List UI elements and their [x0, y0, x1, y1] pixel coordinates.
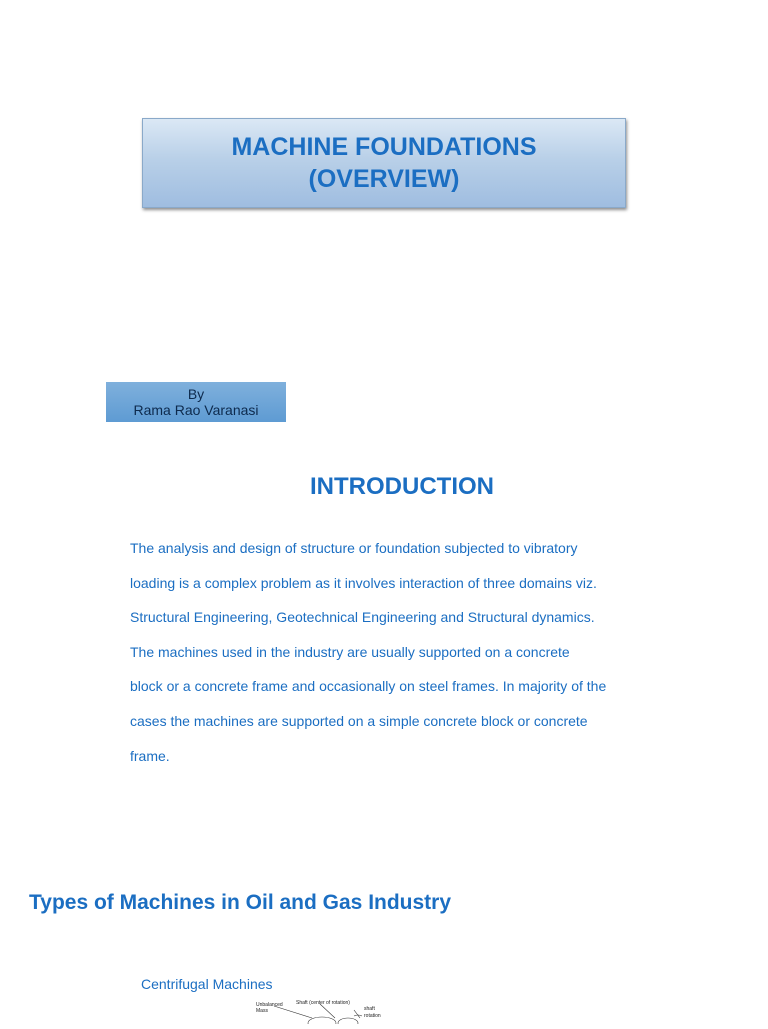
introduction-body — [130, 531, 650, 773]
label-mass: Mass — [256, 1008, 268, 1014]
label-shaft: shaft — [364, 1006, 375, 1012]
centrifugal-diagram — [250, 996, 400, 1024]
intro-line: The analysis and design of structure or foundation subjected to vibratory — [130, 540, 578, 556]
introduction-heading: INTRODUCTION — [310, 473, 494, 500]
author-box — [106, 382, 286, 422]
types-heading: Types of Machines in Oil and Gas Industry — [29, 891, 452, 914]
title-box — [142, 118, 626, 208]
label-shaft-center: Shaft (center of rotation) — [296, 1000, 350, 1006]
intro-line: Structural Engineering, Geotechnical Engineering and Structural dynamics. — [130, 609, 595, 626]
title-line-2: (OVERVIEW) — [308, 165, 460, 193]
intro-line: frame. — [130, 747, 170, 764]
title-line-1: MACHINE FOUNDATIONS — [231, 133, 537, 161]
intro-line: loading is a complex problem as it involves interaction of three domains viz. — [130, 574, 597, 591]
centrifugal-machines-label: Centrifugal Machines — [141, 976, 273, 992]
label-rotation: rotation — [364, 1013, 381, 1019]
intro-line: cases the machines are supported on a simple concrete block or concrete — [130, 712, 588, 729]
intro-line: block or a concrete frame and occasionally on steel frames. In majority of the — [130, 678, 607, 695]
intro-line: The machines used in the industry are usually supported on a concrete — [130, 643, 570, 660]
label-unbalanced: Unbalanced — [256, 1002, 283, 1008]
author-by: By — [187, 386, 205, 402]
author-name: Rama Rao Varanasi — [133, 402, 259, 418]
